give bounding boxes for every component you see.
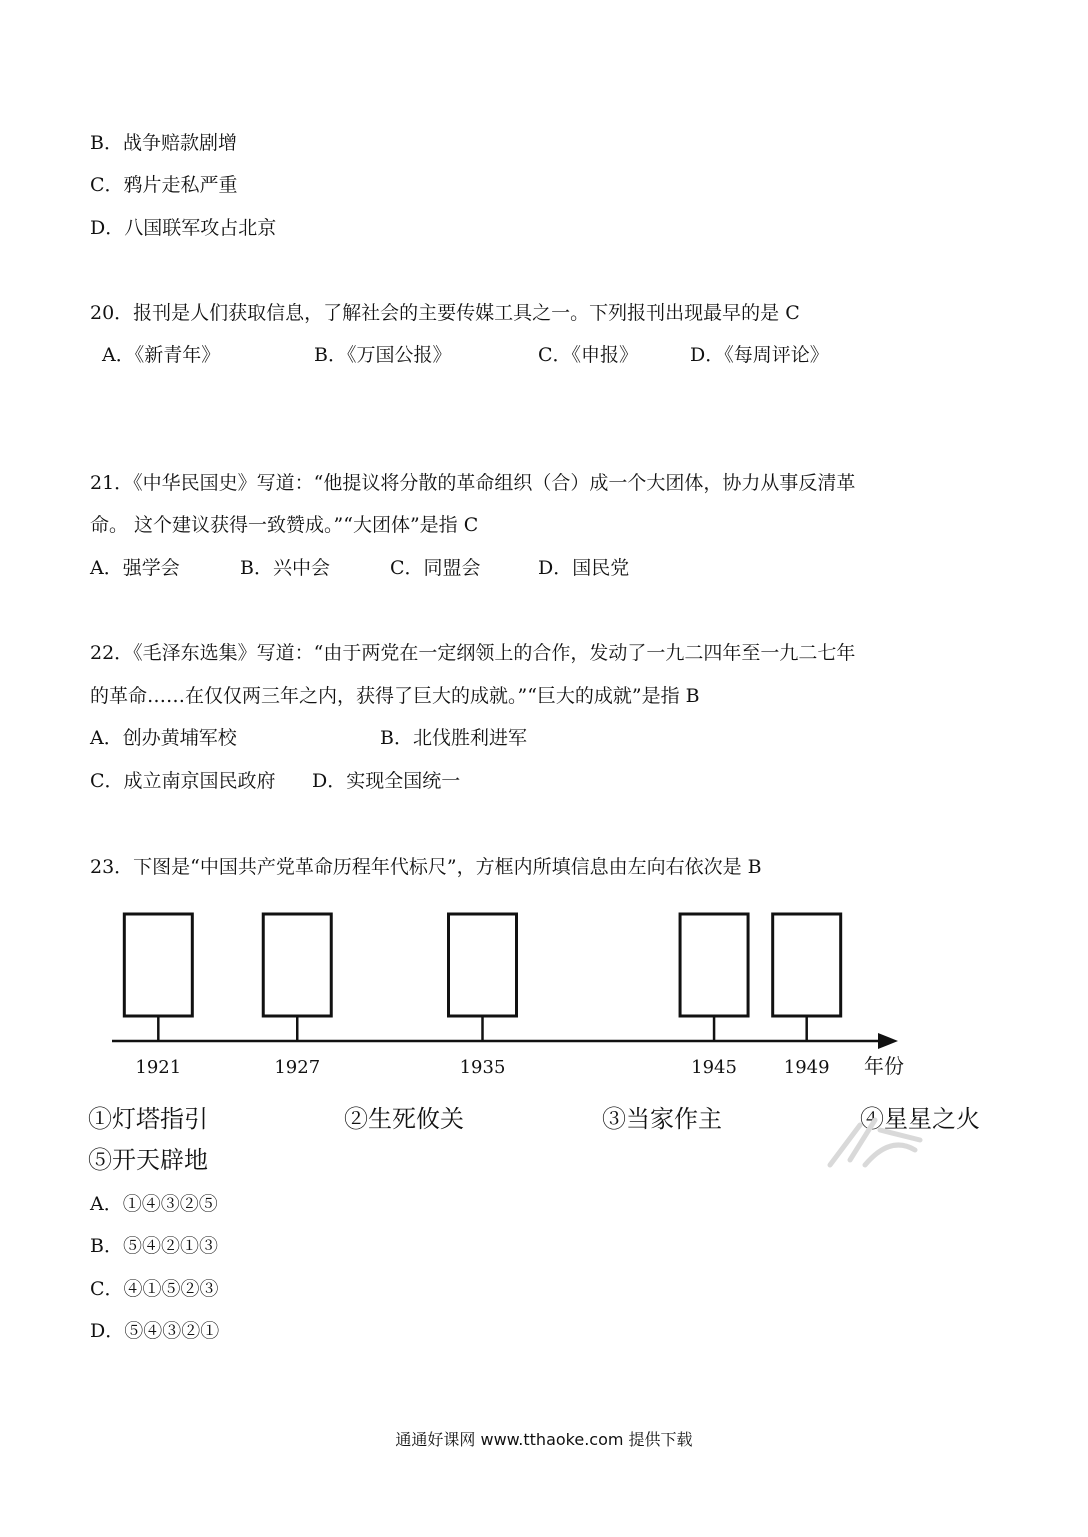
timeline-year-label: 1949 xyxy=(783,1057,830,1078)
q23-option-d: D．⑤④③②① xyxy=(90,1320,220,1342)
timeline-unit-label: 年份 xyxy=(864,1054,904,1078)
q19-option-c: C．鸦片走私严重 xyxy=(90,174,238,196)
timeline-box-1 xyxy=(124,914,192,1016)
q20-option-d: D．《每周评论》 xyxy=(690,344,829,366)
timeline-box-4 xyxy=(680,914,748,1016)
timeline-year-label: 1945 xyxy=(691,1057,737,1078)
q22-option-c: C．成立南京国民政府 xyxy=(90,770,276,792)
q23-item-4: ④星星之火 xyxy=(860,1105,980,1133)
q23-option-a: A．①④③②⑤ xyxy=(90,1193,218,1215)
timeline-diagram xyxy=(0,900,1088,1090)
timeline-arrowhead xyxy=(878,1033,898,1049)
q22-options-row1 xyxy=(90,725,990,751)
q21-options xyxy=(90,555,990,581)
q21-option-d: D．国民党 xyxy=(538,557,630,579)
q23-item-5: ⑤开天辟地 xyxy=(88,1146,208,1174)
q21-option-c: C．同盟会 xyxy=(390,557,481,579)
q20-option-b: B．《万国公报》 xyxy=(314,344,452,366)
q23-item-3: ③当家作主 xyxy=(602,1105,722,1133)
q19-option-d: D．八国联军攻占北京 xyxy=(90,217,277,239)
q23-items-row2 xyxy=(90,1145,490,1175)
q22-option-b: B．北伐胜利进军 xyxy=(380,727,527,749)
q19-option-b: B．战争赔款剧增 xyxy=(90,132,237,154)
q22-stem-line1: 22．《毛泽东选集》写道：“由于两党在一定纲领上的合作，发动了一九二四年至一九二七年 xyxy=(90,642,856,664)
timeline-box-3 xyxy=(449,914,517,1016)
q21-option-a: A．强学会 xyxy=(90,557,180,579)
timeline-year-label: 1921 xyxy=(135,1057,182,1078)
q21-stem-line1: 21．《中华民国史》写道：“他提议将分散的革命组织（合）成一个大团体，协力从事反清革 xyxy=(90,472,856,494)
q22-option-d: D．实现全国统一 xyxy=(312,770,461,792)
q23-option-c: C．④①⑤②③ xyxy=(90,1278,219,1300)
q22-options-row2 xyxy=(90,768,990,794)
q23-item-2: ②生死攸关 xyxy=(344,1105,464,1133)
q22-option-a: A．创办黄埔军校 xyxy=(90,727,237,749)
q21-stem-line2: 命。 这个建议获得一致赞成。”“大团体”是指 C xyxy=(90,514,479,536)
q20-option-a: A．《新青年》 xyxy=(102,344,221,366)
timeline-box-5 xyxy=(773,914,841,1016)
watermark-mark xyxy=(820,1105,940,1180)
timeline-year-label: 1927 xyxy=(274,1057,321,1078)
q20-stem: 20．报刊是人们获取信息，了解社会的主要传媒工具之一。下列报刊出现最早的是 C xyxy=(90,302,800,324)
timeline-box-2 xyxy=(263,914,331,1016)
q23-stem: 23．下图是“中国共产党革命历程年代标尺”，方框内所填信息由左向右依次是 B xyxy=(90,856,762,878)
q23-option-b: B．⑤④②①③ xyxy=(90,1235,218,1257)
q20-option-c: C．《申报》 xyxy=(538,344,639,366)
q22-stem-line2: 的革命……在仅仅两三年之内，获得了巨大的成就。”“巨大的成就”是指 B xyxy=(90,685,700,707)
footer-text: 通通好课网 www.tthaoke.com 提供下载 xyxy=(395,1430,693,1449)
q21-option-b: B．兴中会 xyxy=(240,557,330,579)
q20-options xyxy=(90,342,990,368)
q23-item-1: ①灯塔指引 xyxy=(88,1105,208,1133)
timeline-year-label: 1935 xyxy=(459,1057,506,1078)
